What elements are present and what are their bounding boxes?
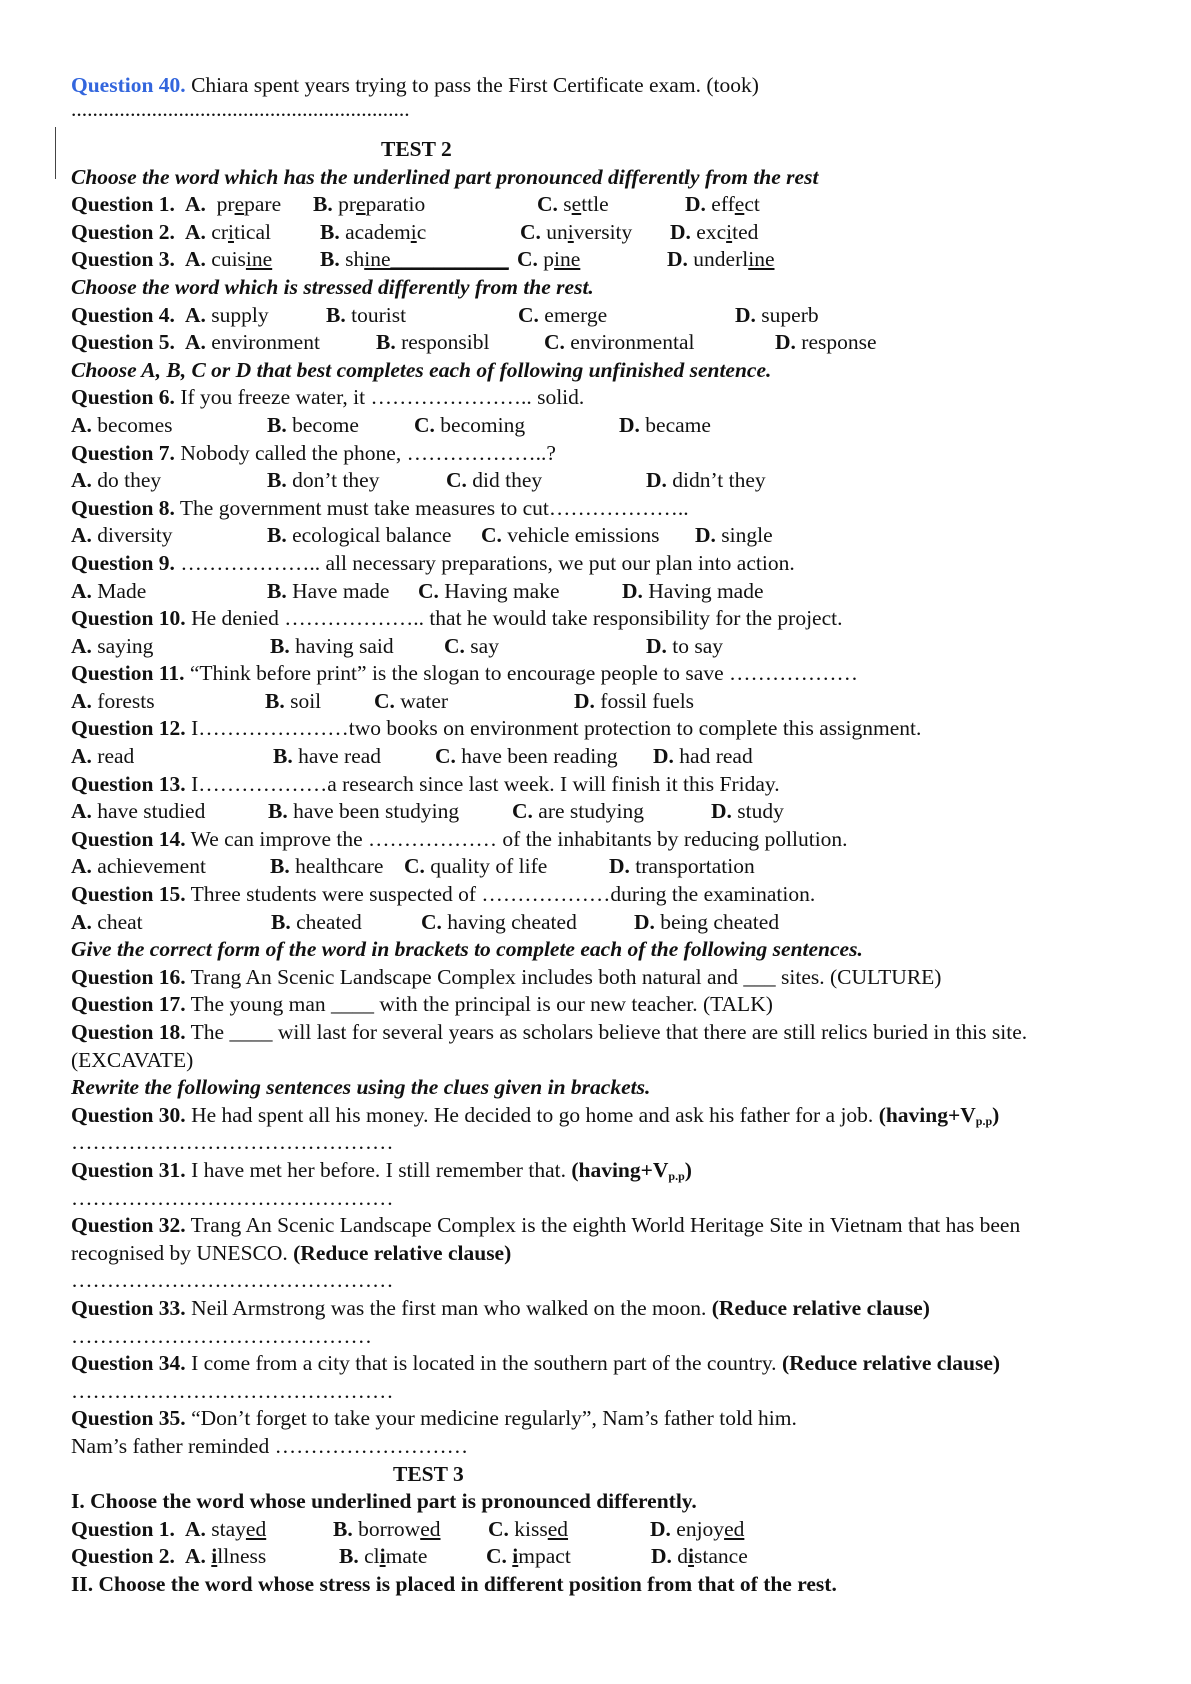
question-11 <box>71 660 1151 688</box>
option-a: do they <box>97 468 162 493</box>
option-a-rest: pare <box>244 192 282 217</box>
option-a: forests <box>97 688 155 713</box>
option-b: have read <box>298 744 382 769</box>
option-b: become <box>292 412 359 437</box>
question-label: Question 16. <box>71 964 186 989</box>
option-letter: C. <box>518 302 539 327</box>
question-34 <box>71 1350 1151 1378</box>
option-letter: C. <box>374 688 395 713</box>
option-c: s <box>563 192 572 217</box>
question-6 <box>71 384 1151 412</box>
option-letter: D. <box>646 633 667 658</box>
option-letter: A. <box>185 219 206 244</box>
option-letter: D. <box>650 1516 671 1541</box>
question-33 <box>71 1295 1151 1323</box>
question-label: Question 14. <box>71 826 186 851</box>
question-label: Question 1. <box>71 192 175 217</box>
option-d: single <box>721 523 773 548</box>
option-d: became <box>645 412 711 437</box>
underlined-part: ine <box>554 247 581 272</box>
option-b: cl <box>364 1544 380 1569</box>
underlined-part: i <box>567 219 574 244</box>
option-letter: D. <box>775 330 796 355</box>
question-18 <box>71 1019 1151 1047</box>
underlined-part: ed <box>420 1516 441 1541</box>
option-letter: B. <box>270 633 290 658</box>
option-letter: B. <box>320 219 340 244</box>
option-a: achievement <box>97 854 206 879</box>
option-letter: D. <box>667 247 688 272</box>
option-letter: A. <box>71 909 92 934</box>
option-letter: D. <box>646 468 667 493</box>
question-label: Question 13. <box>71 771 186 796</box>
option-d-rest: ted <box>732 219 759 244</box>
clue-close: ) <box>684 1157 692 1182</box>
option-c-rest: versity <box>573 219 633 244</box>
test-2-heading <box>71 136 1151 164</box>
option-d-rest: ct <box>744 192 760 217</box>
option-a-rest: tical <box>233 219 271 244</box>
question-label: Question 4. <box>71 302 175 327</box>
question-label: Question 7. <box>71 440 175 465</box>
question-label: Question 34. <box>71 1351 186 1376</box>
option-letter: D. <box>574 688 595 713</box>
answer-line: ……………………………………… <box>71 1378 394 1403</box>
question-label: Question 30. <box>71 1102 186 1127</box>
option-a: Made <box>97 578 147 603</box>
clue: (Reduce relative clause) <box>781 1351 1001 1376</box>
question-label: Question 40. <box>71 73 186 97</box>
options-12 <box>71 743 1151 771</box>
section-heading: Rewrite the following sentences using the clues given in brackets. <box>71 1075 651 1100</box>
question-label: Question 33. <box>71 1295 186 1320</box>
option-letter: D. <box>619 412 640 437</box>
question-8 <box>71 495 1151 523</box>
question-text: I………………a research since last week. I will finish it this Friday. <box>185 771 780 796</box>
section-heading: I. Choose the word whose underlined part is pronounced differently. <box>71 1489 697 1514</box>
underlined-part: ine <box>245 247 273 272</box>
options-6 <box>71 412 1151 440</box>
option-d-rest: stance <box>694 1544 748 1569</box>
question-label: Question 32. <box>71 1213 186 1238</box>
question-text: He had spent all his money. He decided to go home and ask his father for a job. <box>185 1102 879 1127</box>
question-label: Question 35. <box>71 1406 186 1431</box>
question-35-cont: Nam’s father reminded ……………………… <box>71 1433 469 1458</box>
question-text: Nobody called the phone, ………………..? <box>174 440 556 465</box>
option-letter: D. <box>670 219 691 244</box>
option-a: environment <box>211 330 320 355</box>
option-letter: D. <box>711 799 732 824</box>
option-letter: C. <box>414 412 435 437</box>
option-c-rest: mpact <box>518 1544 571 1569</box>
option-a: saying <box>97 633 154 658</box>
option-letter: A. <box>71 633 92 658</box>
option-c: p <box>543 247 555 272</box>
option-b: academ <box>345 219 411 244</box>
option-d: being cheated <box>660 909 780 934</box>
question-label: Question 18. <box>71 1020 186 1044</box>
option-letter: A. <box>185 247 206 272</box>
underlined-part: i <box>379 1544 386 1569</box>
underlined-part: e <box>571 192 582 217</box>
option-b: Have made <box>292 578 390 603</box>
clue-close: ) <box>992 1102 1000 1127</box>
test-title: TEST 2 <box>381 136 452 161</box>
question-text: I come from a city that is located in the southern part of the country. <box>185 1351 782 1376</box>
option-c: Having make <box>444 578 560 603</box>
option-b: ecological balance <box>292 523 452 548</box>
text-cursor <box>55 127 56 179</box>
option-d: enjoy <box>676 1516 725 1541</box>
option-c-rest: ttle <box>581 192 609 217</box>
question-16 <box>71 964 1151 992</box>
option-c: vehicle emissions <box>507 523 660 548</box>
option-c: say <box>470 633 499 658</box>
option-letter: C. <box>404 854 425 879</box>
option-b: don’t they <box>292 468 380 493</box>
option-d: study <box>737 799 784 824</box>
option-letter: A. <box>71 523 92 548</box>
option-letter: C. <box>486 1544 507 1569</box>
option-d: eff <box>711 192 735 217</box>
option-d: to say <box>672 633 724 658</box>
option-letter: A. <box>185 1516 206 1541</box>
option-letter: A. <box>185 302 206 327</box>
option-letter: B. <box>333 1516 353 1541</box>
question-text: He denied ……………….. that he would take responsibility for the project. <box>185 606 843 631</box>
underlined-part: ed <box>245 1516 267 1541</box>
option-a: have studied <box>97 799 206 824</box>
option-b: pr <box>338 192 357 217</box>
question-35 <box>71 1405 1151 1433</box>
option-d: had read <box>679 744 753 769</box>
question-label: Question 11. <box>71 661 185 686</box>
underlined-part: e <box>356 192 366 217</box>
option-c: have been reading <box>461 744 618 769</box>
answer-line: ……………………………………… <box>71 1268 394 1293</box>
question-label: Question 31. <box>71 1157 186 1182</box>
option-a: supply <box>211 302 269 327</box>
underlined-part: i <box>410 219 417 244</box>
option-letter: C. <box>537 192 558 217</box>
question-label: Question 2. <box>71 219 175 244</box>
question-31 <box>71 1157 1151 1185</box>
section-heading: Choose the word which has the underlined part pronounced differently from the rest <box>71 164 819 189</box>
option-letter: C. <box>488 1516 509 1541</box>
question-32 <box>71 1212 1151 1240</box>
option-d: underl <box>693 247 749 272</box>
option-b: having said <box>295 633 394 658</box>
test3-question-1 <box>71 1516 1151 1544</box>
question-4 <box>71 302 1151 330</box>
clue: (having+V <box>878 1102 976 1127</box>
option-a: cr <box>211 219 228 244</box>
question-label: Question 10. <box>71 606 186 631</box>
option-letter: A. <box>71 468 92 493</box>
option-d: transportation <box>635 854 755 879</box>
option-letter: B. <box>326 302 346 327</box>
options-14 <box>71 853 1151 881</box>
option-letter: B. <box>267 468 287 493</box>
option-b: cheated <box>296 909 362 934</box>
answer-line: ……………………………………… <box>71 1185 394 1210</box>
option-d: superb <box>761 302 819 327</box>
question-text: I have met her before. I still remember that. <box>185 1157 572 1182</box>
question-text: The government must take measures to cut……………….. <box>174 495 689 520</box>
question-label: Question 17. <box>71 992 186 1017</box>
question-label: Question 15. <box>71 882 186 907</box>
option-letter: A. <box>71 744 92 769</box>
option-letter: B. <box>320 247 340 272</box>
underlined-part: i <box>688 1544 695 1569</box>
question-3 <box>71 246 1151 274</box>
section-heading: Choose the word which is stressed differently from the rest. <box>71 274 594 299</box>
option-a: cheat <box>97 909 143 934</box>
question-label: Question 6. <box>71 385 175 410</box>
clue: (Reduce relative clause) <box>711 1295 930 1320</box>
section-heading: II. Choose the word whose stress is placed in different position from that of the rest. <box>71 1571 837 1596</box>
option-letter: A. <box>185 330 206 355</box>
option-b: sh <box>345 247 365 272</box>
option-letter: B. <box>271 909 291 934</box>
option-letter: B. <box>376 330 396 355</box>
option-letter: C. <box>421 909 442 934</box>
options-8 <box>71 522 1151 550</box>
question-label: Question 9. <box>71 550 175 575</box>
test3-question-2 <box>71 1543 1151 1571</box>
options-9 <box>71 578 1151 606</box>
option-letter: A. <box>71 854 92 879</box>
question-text: Trang An Scenic Landscape Complex is the eighth World Heritage Site in Vietnam that has been <box>185 1213 1021 1238</box>
question-text: The young man ____ with the principal is our new teacher. (TALK) <box>185 992 773 1017</box>
question-5 <box>71 329 1151 357</box>
option-letter: C. <box>481 523 502 548</box>
underlined-part: i <box>227 219 234 244</box>
option-letter: C. <box>418 578 439 603</box>
option-letter: B. <box>313 192 333 217</box>
option-letter: A. <box>185 1544 206 1569</box>
option-letter: B. <box>267 578 287 603</box>
answer-line <box>71 96 1151 126</box>
option-letter: A. <box>185 192 206 217</box>
question-13 <box>71 771 1151 799</box>
option-letter: D. <box>651 1544 672 1569</box>
option-c: environmental <box>570 330 695 355</box>
question-9 <box>71 550 1151 578</box>
question-7 <box>71 440 1151 468</box>
question-30 <box>71 1102 1151 1130</box>
option-letter: B. <box>267 412 287 437</box>
option-letter: C. <box>446 468 467 493</box>
option-letter: B. <box>268 799 288 824</box>
underlined-part: ed <box>724 1516 745 1541</box>
section-heading: Choose A, B, C or D that best completes each of following unfinished sentence. <box>71 357 772 382</box>
question-12 <box>71 715 1151 743</box>
test-title: TEST 3 <box>393 1461 464 1486</box>
option-d: Having made <box>648 578 764 603</box>
option-letter: C. <box>544 330 565 355</box>
question-text: I…………………two books on environment protection to complete this assignment. <box>185 716 922 741</box>
answer-line: …………………………………… <box>71 1323 372 1348</box>
option-letter: B. <box>265 688 285 713</box>
question-label: Question 8. <box>71 495 175 520</box>
option-letter: C. <box>520 219 541 244</box>
option-c: are studying <box>538 799 644 824</box>
option-c: quality of life <box>430 854 548 879</box>
option-letter: C. <box>517 247 538 272</box>
option-letter: B. <box>270 854 290 879</box>
question-18-cont: (EXCAVATE) <box>71 1047 194 1072</box>
option-b-rest: mate <box>385 1544 428 1569</box>
question-text: “Think before print” is the slogan to encourage people to save ……………… <box>184 661 858 686</box>
option-letter: A. <box>71 412 92 437</box>
question-label: Question 1. <box>71 1516 175 1541</box>
underlined-part: i <box>512 1544 519 1569</box>
question-text: The ____ will last for several years as scholars believe that there are still relics buried in this site. <box>185 1020 1028 1044</box>
question-text: recognised by UNESCO. <box>71 1240 294 1265</box>
underlined-part: ine___________ <box>364 247 509 272</box>
option-letter: B. <box>339 1544 359 1569</box>
option-d: d <box>677 1544 689 1569</box>
option-d: fossil fuels <box>600 688 695 713</box>
test-3-heading <box>71 1461 1151 1489</box>
document-page <box>71 72 1151 1598</box>
options-13 <box>71 798 1151 826</box>
question-17 <box>71 991 1151 1019</box>
option-letter: D. <box>735 302 756 327</box>
option-letter: D. <box>609 854 630 879</box>
option-d: exc <box>696 219 727 244</box>
question-text: Chiara spent years trying to pass the First Certificate exam. (took) <box>185 73 759 97</box>
option-b-rest: paratio <box>365 192 426 217</box>
underlined-part: ed <box>547 1516 569 1541</box>
option-letter: C. <box>444 633 465 658</box>
option-letter: C. <box>435 744 456 769</box>
options-10 <box>71 633 1151 661</box>
option-b: have been studying <box>293 799 460 824</box>
option-a: cuis <box>211 247 246 272</box>
question-2 <box>71 219 1151 247</box>
option-letter: A. <box>71 688 92 713</box>
question-text: “Don’t forget to take your medicine regularly”, Nam’s father told him. <box>185 1406 797 1431</box>
question-10 <box>71 605 1151 633</box>
underlined-part: i <box>726 219 733 244</box>
section-heading: Give the correct form of the word in brackets to complete each of the following sentences. <box>71 937 863 962</box>
clue-subscript: p.p <box>668 1168 685 1183</box>
option-a: stay <box>211 1516 246 1541</box>
option-letter: D. <box>622 578 643 603</box>
option-a: diversity <box>97 523 173 548</box>
question-1 <box>71 191 1151 219</box>
option-c: emerge <box>544 302 608 327</box>
question-text: Three students were suspected of ………………during the examination. <box>185 882 816 907</box>
question-text: Neil Armstrong was the first man who walked on the moon. <box>185 1295 712 1320</box>
option-a: read <box>97 744 135 769</box>
option-letter: A. <box>71 578 92 603</box>
option-letter: B. <box>273 744 293 769</box>
underlined-part: e <box>734 192 745 217</box>
option-b-rest: c <box>416 219 427 244</box>
option-letter: C. <box>512 799 533 824</box>
option-b: borrow <box>358 1516 421 1541</box>
option-letter: A. <box>71 799 92 824</box>
option-b: tourist <box>351 302 407 327</box>
question-14 <box>71 826 1151 854</box>
clue-subscript: p.p <box>975 1113 993 1128</box>
option-letter: B. <box>267 523 287 548</box>
question-label: Question 3. <box>71 247 175 272</box>
underlined-part: e <box>234 192 245 217</box>
option-c: did they <box>472 468 543 493</box>
option-d: response <box>801 330 877 355</box>
option-b: responsibl <box>401 330 490 355</box>
answer-line: ……………………………………… <box>71 1130 394 1155</box>
question-label: Question 12. <box>71 716 186 741</box>
question-15 <box>71 881 1151 909</box>
option-a: becomes <box>97 412 173 437</box>
option-b: healthcare <box>295 854 384 879</box>
question-40 <box>71 72 1151 100</box>
option-b: soil <box>290 688 322 713</box>
question-text: We can improve the ……………… of the inhabitants by reducing pollution. <box>185 826 848 851</box>
option-c: water <box>400 688 449 713</box>
underlined-part: ine <box>748 247 775 272</box>
option-letter: D. <box>634 909 655 934</box>
question-label: Question 2. <box>71 1544 175 1569</box>
question-label: Question 5. <box>71 330 175 355</box>
underlined-part: i <box>211 1544 218 1569</box>
clue: (having+V <box>571 1157 669 1182</box>
option-letter: D. <box>685 192 706 217</box>
option-a: pr <box>216 192 235 217</box>
answer-dots: ............................................................... <box>71 96 410 121</box>
question-text: ……………….. all necessary preparations, we put our plan into action. <box>174 550 795 575</box>
question-text: If you freeze water, it ………………….. solid. <box>174 385 585 410</box>
option-a-rest: llness <box>217 1544 267 1569</box>
option-d: didn’t they <box>672 468 766 493</box>
clue: (Reduce relative clause) <box>293 1240 512 1265</box>
options-7 <box>71 467 1151 495</box>
option-c: having cheated <box>447 909 577 934</box>
option-c: becoming <box>440 412 526 437</box>
options-15 <box>71 909 1151 937</box>
option-c: kiss <box>514 1516 548 1541</box>
question-32-cont <box>71 1240 1151 1268</box>
option-c: un <box>546 219 568 244</box>
question-text: Trang An Scenic Landscape Complex includes both natural and ___ sites. (CULTURE) <box>185 964 942 989</box>
option-letter: D. <box>695 523 716 548</box>
options-11 <box>71 688 1151 716</box>
option-letter: D. <box>653 744 674 769</box>
